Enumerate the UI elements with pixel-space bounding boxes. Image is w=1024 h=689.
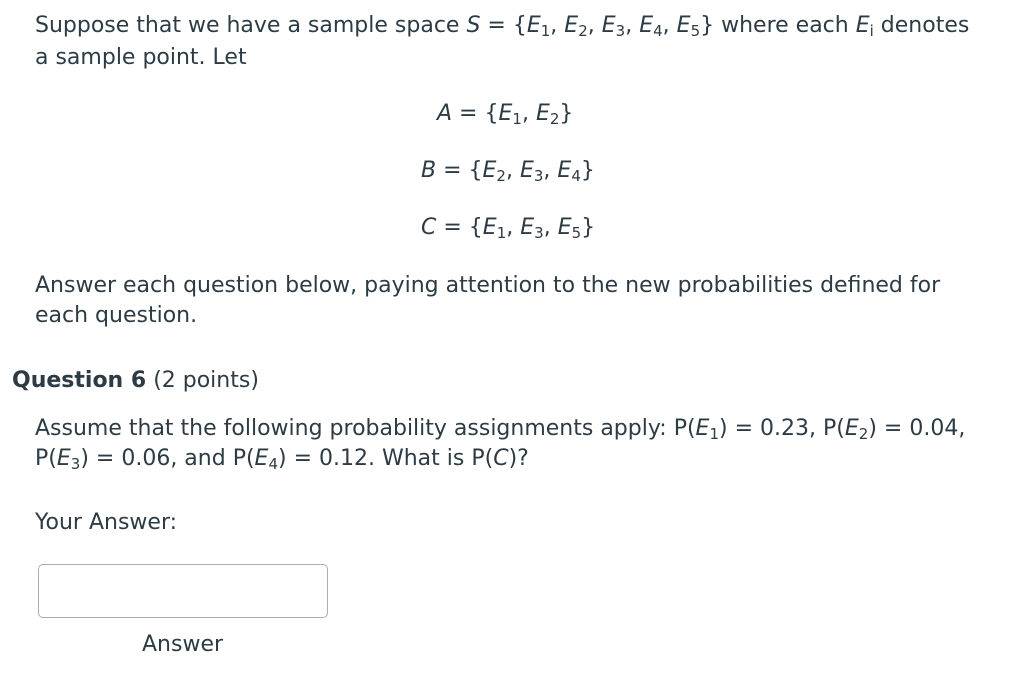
prob-e4: 0.12 xyxy=(319,446,368,471)
p-open: P( xyxy=(823,416,845,441)
sub-3: 3 xyxy=(615,22,626,40)
var-e: E xyxy=(254,446,269,471)
sub-3: 3 xyxy=(70,455,81,473)
comma: , xyxy=(809,416,823,441)
var-e: E xyxy=(535,101,550,126)
sub-3: 3 xyxy=(533,167,544,185)
close-brace: } xyxy=(559,101,574,126)
close-brace: } xyxy=(580,158,595,183)
sub-3: 3 xyxy=(534,224,544,242)
p-c-close: )? xyxy=(508,446,529,471)
question-lead: Assume that the following probability assignments apply: xyxy=(35,416,674,441)
var-b: B xyxy=(421,158,437,183)
var-e: E xyxy=(564,13,579,38)
prob-e3: 0.06 xyxy=(121,446,171,471)
and-text: , and xyxy=(170,446,233,471)
var-e: E xyxy=(498,101,513,126)
sep: , xyxy=(543,158,558,183)
sep: , xyxy=(625,13,640,38)
var-e: E xyxy=(482,215,497,240)
var-c: C xyxy=(421,215,437,240)
var-e: E xyxy=(639,13,654,38)
p-close: ) = xyxy=(278,446,320,471)
sub-1: 1 xyxy=(512,110,522,128)
intro-text-mid: where each xyxy=(714,13,856,38)
var-s: S xyxy=(466,13,481,38)
sep: , xyxy=(521,101,536,126)
question-header xyxy=(12,366,259,396)
your-answer-label: Your Answer: xyxy=(35,510,178,535)
close-brace: } xyxy=(700,13,715,38)
p-close: ) = xyxy=(80,446,122,471)
var-e: E xyxy=(519,158,534,183)
sub-5: 5 xyxy=(571,224,582,242)
p-open: P( xyxy=(35,446,57,471)
prob-e2: 0.04 xyxy=(909,416,959,441)
sub-4: 4 xyxy=(653,22,663,40)
var-e: E xyxy=(601,13,616,38)
sub-5: 5 xyxy=(690,22,701,40)
eq-open: = { xyxy=(436,158,483,183)
sep: , xyxy=(506,215,521,240)
sub-1: 1 xyxy=(540,22,551,40)
set-c-definition xyxy=(421,214,595,242)
var-e: E xyxy=(676,13,691,38)
sep: , xyxy=(550,13,565,38)
p-close: ) = xyxy=(868,416,910,441)
set-a-definition xyxy=(437,100,573,128)
sub-2: 2 xyxy=(578,22,588,40)
question-points: (2 points) xyxy=(153,368,259,393)
question-title: Question 6 xyxy=(12,368,147,393)
eq-open: = { xyxy=(436,215,483,240)
sub-1: 1 xyxy=(709,425,719,443)
var-e: E xyxy=(557,158,572,183)
p-close: ) = xyxy=(719,416,761,441)
sub-4: 4 xyxy=(268,455,278,473)
answer-caption: Answer xyxy=(142,632,224,657)
p-open: P( xyxy=(471,446,494,471)
var-e: E xyxy=(526,13,541,38)
sep: , xyxy=(543,215,558,240)
answer-input[interactable] xyxy=(38,564,328,618)
sub-i: i xyxy=(869,22,874,40)
var-e: E xyxy=(844,416,859,441)
eq-open: = { xyxy=(480,13,527,38)
var-e: E xyxy=(557,215,572,240)
sep: , xyxy=(662,13,677,38)
sub-4: 4 xyxy=(571,167,581,185)
var-e: E xyxy=(56,446,71,471)
var-e: E xyxy=(855,13,870,38)
sub-2: 2 xyxy=(549,110,560,128)
eq-open: = { xyxy=(452,101,499,126)
var-e: E xyxy=(695,416,710,441)
sep: , xyxy=(587,13,602,38)
p-open: P( xyxy=(673,416,696,441)
sub-2: 2 xyxy=(858,425,869,443)
prob-e1: 0.23 xyxy=(760,416,809,441)
instructions-text: Answer each question below, paying attention to the new probabilities defined for each question. xyxy=(35,273,941,328)
sep: , xyxy=(505,158,520,183)
sub-1: 1 xyxy=(496,224,507,242)
p-open: P( xyxy=(232,446,255,471)
comma: , xyxy=(958,416,966,441)
sub-2: 2 xyxy=(496,167,506,185)
question-tail: . What is xyxy=(368,446,472,471)
close-brace: } xyxy=(581,215,596,240)
set-b-definition xyxy=(421,157,595,185)
intro-text-after: denotes a sample point. Let xyxy=(35,13,970,70)
var-e: E xyxy=(482,158,497,183)
var-c: C xyxy=(493,446,509,471)
intro-paragraph xyxy=(35,10,985,74)
intro-text-before: Suppose that we have a sample space xyxy=(35,13,467,38)
var-a: A xyxy=(437,101,453,126)
question-body xyxy=(35,414,995,474)
var-e: E xyxy=(520,215,535,240)
